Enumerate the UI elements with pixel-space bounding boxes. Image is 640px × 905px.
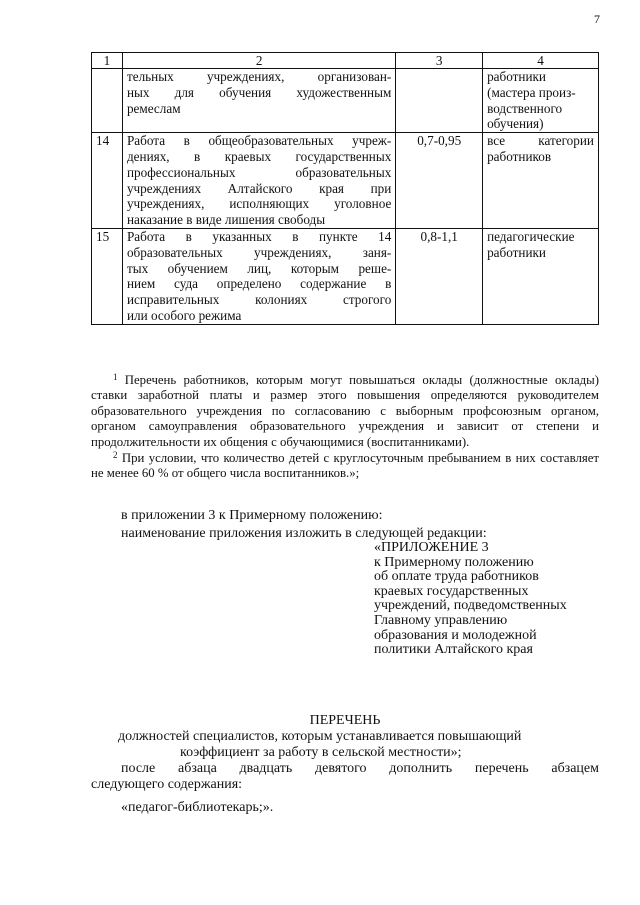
appendix-line: к Примерному положению: [374, 554, 534, 570]
appendix-line: политики Алтайского края: [374, 642, 533, 658]
work-description: [122, 228, 395, 324]
table-body: [92, 69, 599, 325]
category-line: работники: [487, 69, 546, 84]
work-description: [122, 69, 395, 133]
description-line: Работа в указанных в пункте 14: [126, 228, 392, 244]
appendix-line: образования и молодежной: [374, 627, 537, 643]
description-line: образовательных учреждениях, заня-: [126, 244, 392, 260]
coefficient-table: [91, 52, 599, 325]
table-row: [92, 133, 599, 229]
description-line: тельных учреждениях, организован-: [126, 69, 392, 84]
appendix-line: учреждений, подведомственных: [374, 598, 567, 614]
description-line: профессиональных образовательных: [126, 164, 392, 180]
footnote-2-text: При условии, что количество детей с круглосуточным пребыванием в них составляет не менее 60 % от общего числа воспитанников.»;: [91, 451, 599, 481]
table-row: [92, 228, 599, 324]
employee-category: [483, 69, 599, 133]
paragraph-rename: наименование приложения изложить в следующей редакции:: [121, 526, 487, 541]
description-line: ремеслам: [126, 100, 181, 116]
description-line: ных для обучения художественным: [126, 84, 392, 100]
description-line: или особого режима: [126, 307, 242, 323]
footnote-2: [91, 451, 599, 482]
perechen-line-2: коэффициент за работу в сельской местности»;: [180, 745, 462, 760]
footnote-1-text: Перечень работников, которым могут повышаться оклады (должностные оклады) ставки заработной платы и размер этого повышения определяются руководителем образовательного учреждения по согласованию с выборным профсоюзным органом, органом самоуправления образовательного учреждения и зависит от степени и продолжительности их общения с обучающимися (воспитанниками).: [91, 373, 599, 449]
category-line: работники: [487, 244, 546, 260]
category-line: работников: [487, 148, 552, 164]
footnote-1-mark: 1: [113, 372, 118, 382]
perechen-title: ПЕРЕЧЕНЬ: [309, 713, 381, 728]
table-header-col2: 2: [122, 53, 395, 69]
category-line: все категории: [487, 133, 594, 149]
footnote-2-mark: 2: [113, 450, 118, 461]
category-line: водственного: [487, 100, 563, 116]
employee-category: [483, 228, 599, 324]
description-line: Работа в общеобразовательных учреж-: [126, 133, 392, 149]
table-header-col3: 3: [396, 53, 483, 69]
table-header-col4: 4: [483, 53, 599, 69]
closing-paragraph-new-item: «педагог-библиотекарь;».: [121, 800, 274, 815]
description-line: учреждениях, исполняющих уголовное: [126, 196, 392, 212]
appendix-line: краевых государственных: [374, 583, 529, 599]
coefficient-value: 0,7-0,95: [396, 133, 483, 229]
coefficient-value: [396, 69, 483, 133]
table-header-col1: 1: [92, 53, 123, 69]
description-line: учреждениях Алтайского края при: [126, 180, 392, 196]
table-row: [92, 69, 599, 133]
footnotes: [91, 373, 599, 482]
row-number: [92, 69, 123, 133]
category-line: обучения): [487, 116, 544, 132]
appendix-line: об оплате труда работников: [374, 569, 539, 585]
description-line: нием суда определено содержание в: [126, 276, 392, 292]
work-description: [122, 133, 395, 229]
category-line: (мастера произ-: [487, 84, 576, 100]
description-line: тых обучением лиц, которым реше-: [126, 260, 392, 276]
category-line: педагогические: [487, 228, 575, 244]
coefficient-value: 0,8-1,1: [396, 228, 483, 324]
closing-paragraph-line-1: после абзаца двадцать девятого дополнить перечень абзацем: [121, 761, 599, 776]
employee-category: [483, 133, 599, 229]
appendix-line: Главному управлению: [374, 612, 508, 628]
appendix-line: «ПРИЛОЖЕНИЕ 3: [374, 540, 489, 555]
table-header-row: [92, 53, 599, 69]
appendix-heading-block: [374, 541, 614, 658]
paragraph-appendix-3: в приложении 3 к Примерному положению:: [121, 508, 383, 523]
description-line: наказание в виде лишения свободы: [126, 212, 326, 228]
description-line: дениях, в краевых государственных: [126, 148, 392, 164]
row-number: 14: [92, 133, 123, 229]
footnote-1: [91, 373, 599, 450]
row-number: 15: [92, 228, 123, 324]
closing-paragraph-line-2: следующего содержания:: [91, 777, 243, 792]
perechen-line-1: должностей специалистов, которым устанавливается повышающий: [118, 729, 522, 744]
page-number: 7: [594, 12, 600, 26]
description-line: исправительных колониях строгого: [126, 292, 392, 308]
